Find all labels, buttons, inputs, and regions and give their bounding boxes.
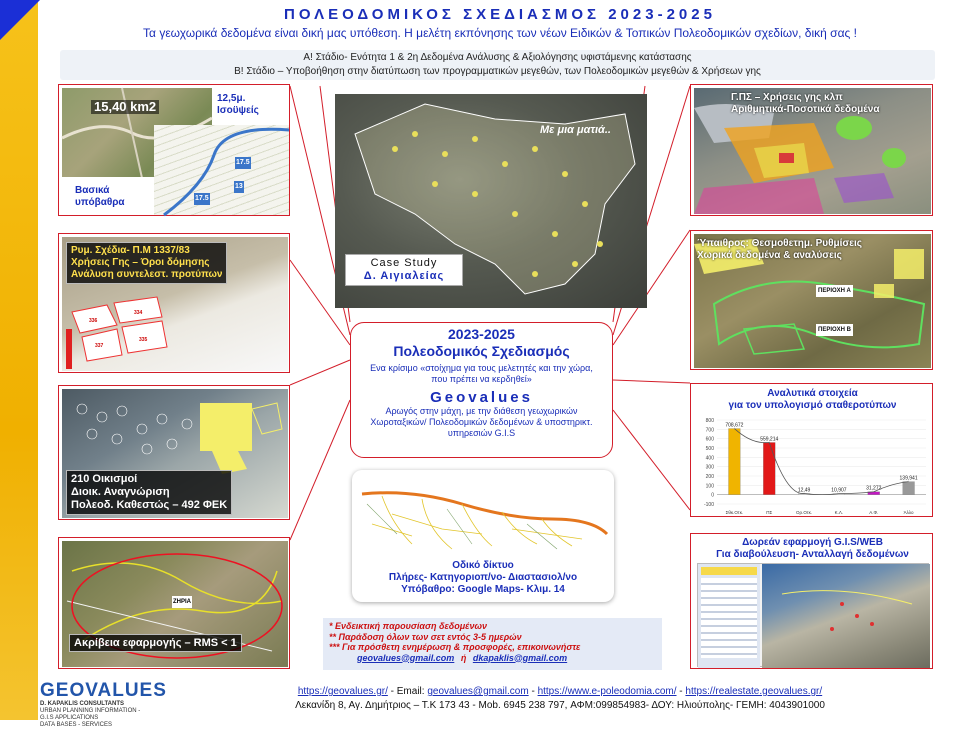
countryside-line-2: Χωρικά δεδομένα & αναλύσεις (697, 250, 842, 261)
lot-3: 337 (95, 343, 104, 349)
center-info-box (350, 322, 613, 458)
note-email-2[interactable]: dkapaklis@gmail.com (472, 652, 568, 663)
chart-bar (903, 482, 915, 495)
plans-caption (66, 242, 227, 284)
chart-ytick-label: 600 (705, 436, 714, 443)
chart-bar (763, 442, 775, 494)
panel-town-plans (58, 233, 290, 373)
roads-caption (352, 560, 614, 596)
webgis-header (701, 567, 757, 575)
contour-interval: 12,5μ. (217, 93, 246, 104)
footer-url-1[interactable]: https://geovalues.gr/ (297, 686, 388, 697)
chart-ytick-label: 800 (705, 418, 714, 424)
footer-address: Λεκανίδη 8, Αγ. Δημήτριος – Τ.Κ 173 43 - Mob. 6945 238 797, ΑΦΜ:099854983- ΔΟΥ: Ηλιούπολης- ΓΕΜΗ: 4043901000 (295, 700, 825, 711)
logo-sub-3: DATA BASES - SERVICES (40, 722, 113, 728)
road-c: 17.5 (194, 193, 210, 205)
chart-ytick-label: -100 (703, 502, 714, 508)
chart-data-label: 31,272 (866, 485, 882, 492)
note-sep: ή (460, 652, 467, 663)
road-a: 17.5 (235, 157, 251, 169)
chart-data-label: 12,49 (797, 487, 811, 494)
logo-sub-1: D. KAPAKLIS CONSULTANTS (40, 701, 124, 707)
center-desc: Ενα κρίσιμο «στοίχημα για τους μελετητές και την χώρα, που πρέπει να κερδηθεί» (370, 363, 593, 384)
page-subtitle: Τα γεωχωρικά δεδομένα είναι δική μας υπόθεση. Η μελέτη εκπόνησης των νέων Ειδικών & Τοπικών Πολεοδομικών σχεδίων, δική σας ! (143, 26, 857, 40)
place-label: ΖΗΡΙΑ (172, 596, 192, 608)
road-network-map (352, 474, 614, 554)
chart-data-label: 559,214 (760, 436, 779, 443)
case-study-title: Case Study (370, 257, 438, 269)
chart-category-label: Κ.Λ. (834, 510, 844, 515)
plans-line-3: Ανάλυση συντελεστ. προτύπων (71, 269, 223, 280)
chart-ytick-label: 0 (711, 492, 714, 499)
footer-dash-1: - (531, 686, 535, 697)
plans-line-1: Ρυμ. Σχέδια- Π.Μ 1337/83 (71, 245, 190, 256)
contour-label: Ισοϋψείς (217, 105, 259, 116)
webgis-screenshot (697, 563, 929, 667)
footer-url-2[interactable]: https://www.e-poleodomia.com/ (537, 686, 677, 697)
note-3: *** Για πρόσθετη ενημέρωση & προσφορές, επικοινωνήστε (329, 642, 581, 652)
chart-ytick-label: 200 (705, 474, 714, 480)
webgis-line-2: Για διαβούλευση- Ανταλλαγή δεδομένων (716, 549, 909, 560)
company-logo (40, 680, 167, 728)
roads-line-1: Οδικό δίκτυο (452, 560, 514, 571)
base-label-1: Βασικά (75, 185, 110, 196)
brand-desc: Αρωγός στην μάχη, με την διάθεση γεωχωρικών Χωροταξικών/ Πολεοδομικών δεδομένων & υποστηρικτ. υπηρεσιών G.I.S (370, 406, 593, 438)
analytics-bar-chart (691, 414, 934, 518)
stages-banner (60, 50, 935, 80)
countryside-caption (697, 238, 862, 262)
webgis-menu (701, 578, 757, 658)
logo-sub-2: URBAN PLANNING INFORMATION - G.I.S APPLICATIONS (40, 708, 141, 721)
webgis-markers (762, 564, 930, 668)
page-title: ΠΟΛΕΟΔΟΜΙΚΟΣ ΣΧΕΔΙΑΣΜΟΣ 2023-2025 (284, 6, 716, 23)
contour-map (154, 125, 289, 215)
roads-line-3: Υπόβαθρο: Google Maps- Κλιμ. 14 (401, 584, 565, 595)
contour-roads (154, 125, 289, 215)
note-2: ** Παράδοση όλων των σετ εντός 3-5 ημερών (329, 631, 522, 642)
chart-bar (728, 429, 740, 495)
note-1: * Ενδεικτική παρουσίαση δεδομένων (329, 621, 488, 631)
panel-countryside (690, 230, 933, 370)
area-label: 15,40 km2 (91, 100, 159, 114)
settlements-line-2: Διοικ. Αναγνώριση (71, 486, 170, 498)
chart-ytick-label: 100 (705, 483, 714, 490)
footer-email-label: - Email: (390, 686, 425, 697)
panel-land-use (690, 84, 933, 216)
chart-ytick-label: 300 (705, 464, 714, 471)
chart-category-label: Άλλο (903, 510, 914, 515)
panel-base-maps (58, 84, 290, 216)
lot-2: 334 (134, 310, 143, 316)
chart-title-1: Αναλυτικά στοιχεία (767, 388, 858, 399)
area-b: ΠΕΡΙΟΧΗ Β (816, 324, 853, 336)
land-use-caption (727, 90, 884, 118)
left-yellow-bar (0, 0, 38, 720)
map-caption: Με μια ματιά.. (540, 124, 611, 136)
corner-triangle (0, 0, 40, 40)
notes-box (323, 618, 662, 670)
webgis-line-1: Δωρεάν εφαρμογή G.I.S/WEB (742, 537, 883, 548)
footer-dash-2: - (679, 686, 683, 697)
note-email-1[interactable]: geovalues@gmail.com (357, 652, 455, 663)
land-use-line-2: Αριθμητικά-Ποσοτικά δεδομένα (731, 104, 880, 115)
panel-road-network (352, 470, 614, 602)
lot-1: 336 (89, 318, 98, 324)
settlements-line-3: Πολεοδ. Καθεστώς – 492 ΦΕΚ (71, 499, 228, 511)
chart-title-2: για τον υπολογισμό σταθεροτύπων (728, 400, 897, 411)
case-study-name: Δ. Αιγιαλείας (363, 270, 445, 282)
footer-links (160, 686, 960, 697)
lot-4: 335 (139, 337, 148, 343)
panel-accuracy (58, 537, 290, 669)
panel-web-gis (690, 533, 933, 669)
chart-category-label: Α.Φ. (869, 510, 879, 515)
chart-category-label: Σθκ.Οτκ. (725, 510, 744, 515)
center-title: Πολεοδομικός Σχεδιασμός (393, 343, 570, 359)
stage-2: Β! Στάδιο – Υποβοήθηση στην διατύπωση των προγραμματικών μεγεθών, των Πολεοδομικών μεγεθών & Χρήσεων γης (234, 66, 761, 77)
countryside-line-1: Ύπαιθρος: Θεσμοθετημ. Ρυθμίσεις (697, 238, 862, 249)
area-a: ΠΕΡΙΟΧΗ Α (816, 285, 853, 297)
land-use-line-1: Γ.ΠΣ – Χρήσεις γης κλπ (731, 92, 843, 103)
chart-data-label: 10,907 (831, 487, 847, 494)
chart-ytick-label: 400 (705, 455, 714, 462)
case-study-box (345, 254, 463, 286)
chart-category-label: ΠΣ (766, 510, 773, 515)
chart-ytick-label: 700 (705, 427, 714, 434)
webgis-map (762, 564, 930, 668)
road-b: 13 (234, 181, 244, 193)
plans-line-2: Χρήσεις Γης – Όροι δόμησης (71, 257, 210, 268)
roads-line-2: Πλήρες- Κατηγοριοπ/νο- Διαστασιολ/νο (388, 572, 578, 583)
panel-analytics-chart (690, 383, 933, 517)
logo-name: GEOVALUES (40, 680, 167, 701)
webgis-sidebar (698, 564, 760, 668)
settlements-caption (66, 470, 232, 515)
chart-ytick-label: 500 (705, 446, 714, 452)
note-emails (329, 653, 656, 664)
brand-name: Geovalues (430, 389, 533, 406)
panel-settlements (58, 385, 290, 520)
panel-overview-map (335, 94, 647, 308)
footer-url-3[interactable]: https://realestate.geovalues.gr/ (685, 686, 823, 697)
stage-1: Α! Στάδιο- Ενότητα 1 & 2η Δεδομένα Ανάλυσης & Αξιολόγησης υφιστάμενης κατάστασης (303, 52, 692, 63)
base-label-2: υπόβαθρα (75, 197, 125, 208)
center-years: 2023-2025 (448, 326, 515, 342)
settlements-line-1: 210 Οικισμοί (71, 473, 138, 485)
accuracy-caption: Ακρίβεια εφαρμογής – RMS < 1 (69, 634, 242, 652)
chart-data-label: 708,672 (725, 422, 744, 429)
chart-category-label: Ορ.Οτκ. (796, 510, 813, 515)
chart-data-label: 139,941 (899, 475, 918, 482)
footer-email[interactable]: geovalues@gmail.com (427, 686, 529, 697)
